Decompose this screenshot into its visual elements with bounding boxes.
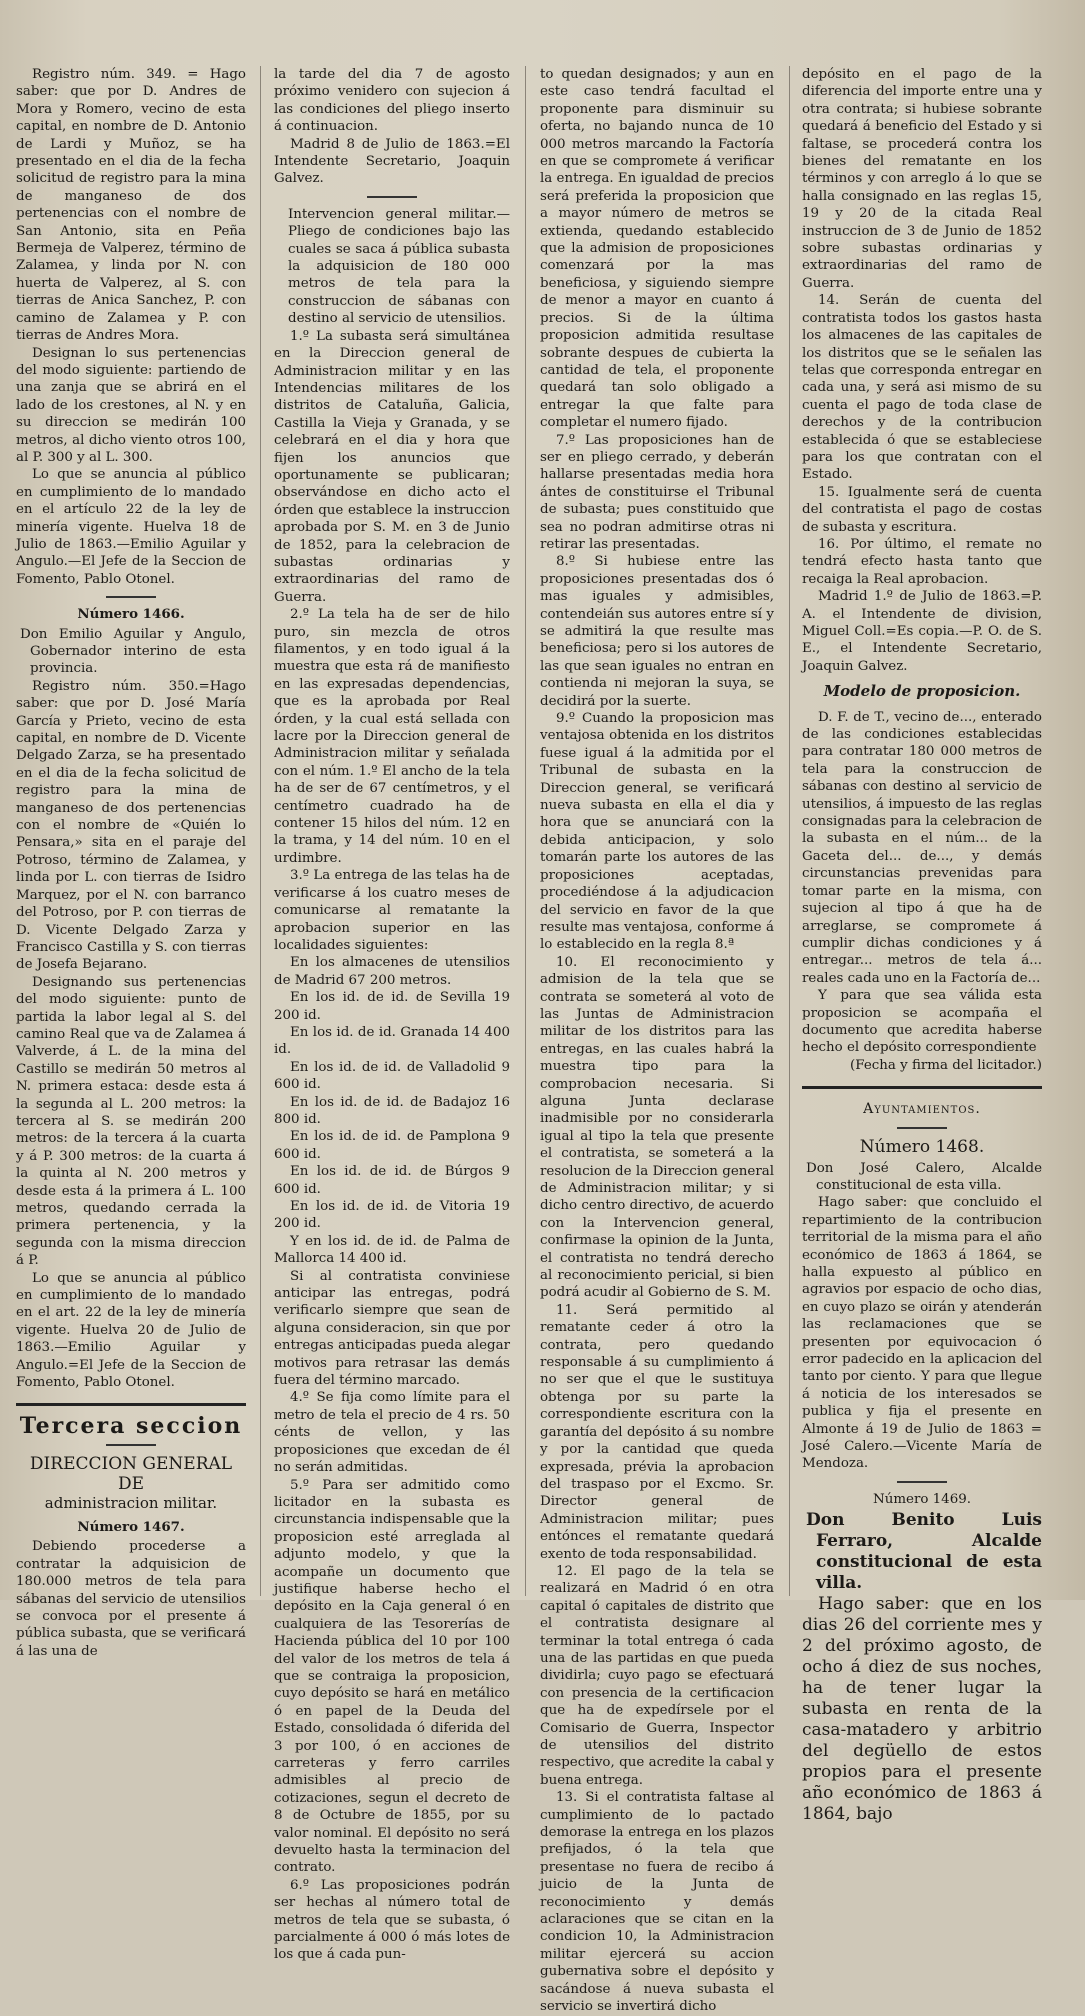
separator <box>897 1481 947 1483</box>
condition-paragraph: 15. Igualmente será de cuenta del contratista el pago de costas de subasta y escritura. <box>802 484 1042 535</box>
condition-paragraph: 2.º La tela ha de ser de hilo puro, sin mezcla de otros filamentos, y en todo igual á la muestra que esta rá de manifiesto en las expresadas dependencias, que es la aprobada por Real órden, y la cual está sellada con lacre por la Direccion general de Administracion militar y señalada con el núm. 1.º El ancho de la tela ha de ser de 67 centímetros, y el centímetro cuadrado ha de contener 15 hilos del núm. 12 en la trama, y 14 del núm. 10 en el urdimbre. <box>274 607 510 866</box>
column-4 <box>802 66 1042 1825</box>
delivery-item: En los id. de id. de Sevilla 19 200 id. <box>274 990 510 1023</box>
delivery-item: En los id. de id. de Valladolid 9 600 id. <box>274 1059 510 1093</box>
condition-paragraph: 9.º Cuando la proposicion mas ventajosa obtenida en los distritos fuese igual á la admitida por el Tribunal de subasta en la Direccion general, se verificará nueva subasta en ella el dia y hora que se anunciará con la debida anticipacion, y solo tomarán parte los autores de las proposiciones aceptadas, procediéndose á la adjudicacion del servicio en favor de la que resulte mas ventajosa, conforme á lo establecido en la regla 8.ª <box>540 711 774 953</box>
signature-line: Madrid 1.º de Julio de 1863.=P. A. el Intendente de division, Miguel Coll.=Es copia.—P. O. de S. E., el Intendente Secretario, Joaquin Galvez. <box>802 589 1042 674</box>
delivery-item: En los id. de id. Granada 14 400 id. <box>274 1024 510 1058</box>
column-1 <box>16 66 246 1659</box>
ayuntamientos-heading: Ayuntamientos. <box>863 1101 981 1118</box>
delivery-item: En los id. de id. de Vitoria 19 200 id. <box>274 1199 510 1232</box>
column-3 <box>540 66 774 2015</box>
condition-paragraph: 11. Será permitido al rematante ceder á otro la contrata, pero quedando responsable á su cumplimiento á no ser que el que le sustituya obtenga por su parte la correspondiente escritura con la garantía del depósito á su nombre y por la cantidad que queda expresada, prévia la aprobacion del traspaso por el Excmo. Sr. Director general de Administracion militar; pues entónces el rematante quedará exento de toda responsabilidad. <box>540 1302 774 1562</box>
condition-paragraph: depósito en el pago de la diferencia del importe entre una y otra contrata; si hubiese sobrante quedará á beneficio del Estado y si faltase, se procederá contra los bienes del rematante en los términos y con arreglo á lo que se halla consignado en las reglas 15, 19 y 20 de la citada Real instruccion de 3 de Junio de 1852 sobre subastas ordinarias y extraordinarias del ramo de Guerra. <box>802 67 1042 291</box>
section-rule <box>802 1086 1042 1089</box>
subasta-intro: Debiendo procederse a contratar la adquisicion de 180.000 metros de tela para sábanas del servicio de utensilios se convoca por el presente á pública subasta, que se verificará á las una de <box>16 1539 246 1659</box>
model-heading: Modelo de proposicion. <box>823 682 1021 701</box>
delivery-item: En los id. de id. de Búrgos 9 600 id. <box>274 1164 510 1197</box>
column-rule <box>525 66 526 1596</box>
governor-heading: Don Emilio Aguilar y Angulo, Gobernador interino de esta provincia. <box>20 626 246 677</box>
notice-text: Hago saber: que concluido el repartimiento de la contribucion territorial de la misma para el año económico de 1863 á 1864, se halla expuesto al público en agravios por espacio de ocho dias, en cuyo plazo se oirán y atenderán las reclamaciones que se presenten por equivocacion ó error padecido en la aplicacion del tanto por ciento. Y para que llegue á noticia de los interesados se publica y fija el presente en Almonte á 19 de Julio de 1863 = José Calero.—Vicente María de Mendoza. <box>802 1195 1042 1472</box>
condition-paragraph: Si al contratista conviniese anticipar las entregas, podrá verificarlo siempre que sean de alguna consideracion, sin que por entregas anticipadas pueda alegar motivos para retrasar las demás fuera del término marcado. <box>274 1268 510 1389</box>
delivery-item: En los id. de id. de Badajoz 16 800 id. <box>274 1094 510 1127</box>
signature-note: (Fecha y firma del licitador.) <box>850 1057 1042 1073</box>
delivery-item: En los almacenes de utensilios de Madrid 67 200 metros. <box>274 955 510 988</box>
column-rule <box>789 66 790 1596</box>
condition-paragraph: 8.º Si hubiese entre las proposiciones presentadas dos ó mas iguales y admisibles, contendeián sus autores entre sí y se admitirá la que resulte mas beneficiosa; pero si los autores de las que sean iguales no entran en contienda ni mejoran la suya, se decidirá por la suerte. <box>540 554 774 709</box>
registry-350-text: Registro núm. 350.=Hago saber: que por D. José María García y Prieto, vecino de esta capital, en nombre de D. Vicente Delgado Zarza, se ha presentado en el dia de la fecha solicitud de registro para la mina de manganeso de dos pertenencias con el nombre de «Quién lo Pensara,» sita en el paraje del Potroso, término de Zalamea, y linda por L. con tierras de Isidro Marquez, por el N. con barranco del Potroso, por P. con tierras de D. Vicente Delgado Zarza y Francisco Castilla y S. con tierras de Josefa Bejarano. <box>16 678 246 973</box>
registry-349-text: Designan lo sus pertenencias del modo siguiente: partiendo de una zanja que se abrirá en el lado de los crestones, al N. y en su direccion se medirán 100 metros, al dicho viento otros 100, al P. 300 y al L. 300. <box>16 345 246 465</box>
separator <box>367 196 417 198</box>
directorate-subtitle: administracion militar. <box>44 1493 218 1512</box>
separator <box>897 1127 947 1129</box>
condition-paragraph: 16. Por último, el remate no tendrá efecto hasta tanto que recaiga la Real aprobacion. <box>802 536 1042 587</box>
notice-text: Hago saber: que en los dias 26 del corriente mes y 2 del próximo agosto, de ocho á diez de sus noches, ha de tener lugar la subasta en renta de la casa-matadero y arbitrio del degüello de estos propios para el presente año económico de 1863 á 1864, bajo <box>802 1594 1042 1825</box>
registry-350-text: Lo que se anuncia al público en cumplimiento de lo mandado en el art. 22 de la ley de minería vigente. Huelva 20 de Julio de 1863.—Emilio Aguilar y Angulo.=El Jefe de la Seccion de Fomento, Pablo Otonel. <box>16 1270 246 1391</box>
condition-paragraph: 13. Si el contratista faltase al cumplimiento de lo pactado demorase la entrega en los plazos prefijados, ó la tela que presentase no fuera de recibo á juicio de la Junta de reconocimiento y demás aclaraciones que se citan en la condicion 10, la Administracion militar ejercerá su accion gubernativa sobre el depósito y sacándose á nueva subasta el servicio se invertirá dicho <box>540 1790 774 2015</box>
separator <box>106 1444 156 1446</box>
notice-number: Número 1466. <box>77 606 185 623</box>
delivery-item: En los id. de id. de Pamplona 9 600 id. <box>274 1129 510 1162</box>
pliego-title: Intervencion general militar.—Pliego de condiciones bajo las cuales se saca á pública subasta la adquisicion de 180 000 metros de tela para la construccion de sábanas con destino al servicio de utensilios. <box>288 206 510 327</box>
intro-continuation: la tarde del dia 7 de agosto próximo venidero con sujecion á las condiciones del pliego inserto á continuacion. <box>274 67 510 135</box>
section-title: Tercera seccion <box>19 1413 243 1440</box>
signature-line: Madrid 8 de Julio de 1863.=El Intendente Secretario, Joaquin Galvez. <box>274 136 510 187</box>
registry-349-text: Registro núm. 349. = Hago saber: que por D. Andres de Mora y Romero, vecino de esta capital, en nombre de D. Antonio de Lardi y Muñoz, se ha presentado en el dia de la fecha solicitud de registro para la mina de manganeso de dos pertenencias con el nombre de San Antonio, sita en Peña Bermeja de Valperez, término de Zalamea, y linda por N. con huerta de Valperez, al S. con tierras de Anica Sanchez, P. con camino de Zalamea y P. con tierras de Andres Mora. <box>16 67 246 344</box>
condition-paragraph: to quedan designados; y aun en este caso tendrá facultad el proponente para disminuir su oferta, no bajando nunca de 10 000 metros marcando la Factoría en que se compromete á verificar la entrega. En igualdad de precios será preferida la proposicion que a mayor número de metros se extienda, quedando establecido que la admision de proposiciones comenzará por la mas beneficiosa, y siguiendo siempre de menor a mayor en cuanto á precios. Si de la última proposicion admitida resultase sobrante despues de cubierta la cantidad de tela, el proponente quedará tan solo obligado a entregar la que falte para completar el numero fijado. <box>540 67 774 431</box>
directorate-title: DIRECCION GENERAL DE <box>29 1453 233 1494</box>
notice-number: Número 1467. <box>77 1518 185 1535</box>
model-paragraph: D. F. de T., vecino de..., enterado de las condiciones establecidas para contratar 180 000 metros de tela para la construccion de sábanas con destino al servicio de utensilios, á impuesto de las reglas consignadas para la celebracion de la subasta en el núm... de la Gaceta del... de..., y demás circunstancias prevenidas para tomar parte en la misma, con sujecion al tipo á que ha de arreglarse, se compromete á cumplir dichas condiciones y á entregar... metros de tela á... reales cada uno en la Factoría de... <box>802 709 1042 986</box>
condition-paragraph: 3.º La entrega de las telas ha de verificarse á los cuatro meses de comunicarse al rematante la aprobacion superior en las localidades siguientes: <box>274 868 510 953</box>
alcalde-heading: Don Benito Luis Ferraro, Alcalde constitucional de esta villa. <box>806 1510 1042 1594</box>
condition-paragraph: 1.º La subasta será simultánea en la Direccion general de Administracion militar y en las Intendencias militares de los distritos de Cataluña, Galicia, Castilla la Vieja y Granada, y se celebrará en el dia y hora que fijen los anuncios que oportunamente se publicaran; observándose en dicho acto el órden que establece la instruccion aprobada por S. M. en 3 de Junio de 1852, para la celebracion de subastas ordinarias y extraordinarias del ramo de Guerra. <box>274 328 510 605</box>
separator <box>106 596 156 598</box>
condition-paragraph: 7.º Las proposiciones han de ser en pliego cerrado, y deberán hallarse presentadas media hora ántes de constituirse el Tribunal de subasta; pues constituido que sea no podran admitirse otras ni retirar las presentadas. <box>540 432 774 552</box>
condition-paragraph: 6.º Las proposiciones podrán ser hechas al número total de metros de tela que se subasta, ó parcialmente á 000 ó más lotes de los que á cada pun- <box>274 1877 510 1963</box>
alcalde-heading: Don José Calero, Alcalde constitucional de esta villa. <box>806 1160 1042 1193</box>
column-rule <box>260 66 261 1596</box>
notice-number: Número 1469. <box>872 1491 972 1507</box>
model-paragraph: Y para que sea válida esta proposicion se acompaña el documento que acredita haberse hecho el depósito correspondiente <box>802 988 1042 1056</box>
condition-paragraph: 12. El pago de la tela se realizará en Madrid ó en otra capital ó capitales de distrito que el contratista designare al terminar la total entrega ó cada una de las partidas en que pueda dividirla; cuyo pago se efectuará con presencia de la certificacion que ha de expedírsele por el Comisario de Guerra, Inspector de utensilios del distrito respectivo, que acredite la cabal y buena entrega. <box>540 1563 774 1788</box>
notice-number: Número 1468. <box>859 1136 985 1157</box>
section-rule <box>16 1403 246 1406</box>
condition-paragraph: 14. Serán de cuenta del contratista todos los gastos hasta los almacenes de las capitales de los distritos que se le señalen las telas que corresponda entregar en cada una, y será asi mismo de su cuenta el pago de toda clase de derechos y de la contribucion establecida ó que se estableciese para los que contratan con el Estado. <box>802 293 1042 483</box>
registry-349-text: Lo que se anuncia al público en cumplimiento de lo mandado en el artículo 22 de la ley de minería vigente. Huelva 18 de Julio de 1863.—Emilio Aguilar y Angulo.—El Jefe de la Seccion de Fomento, Pablo Otonel. <box>16 467 246 587</box>
condition-paragraph: 5.º Para ser admitido como licitador en la subasta es circunstancia indispensable que la proposicion esté arreglada al adjunto modelo, y que la acompañe un documento que justifique haberse hecho el depósito en la Caja general ó en cualquiera de las Tesorerías de Hacienda pública del 10 por 100 del valor de los metros de tela á que se contraiga la proposicion, cuyo depósito se hará en metálico ó en papel de la Deuda del Estado, consolidada ó diferida del 3 por 100, ó en acciones de carreteras y ferro carriles admisibles al precio de cotizaciones, segun el decreto de 8 de Octubre de 1855, por su valor nominal. El depósito no será devuelto hasta la terminacion del contrato. <box>274 1477 510 1876</box>
registry-350-text: Designando sus pertenencias del modo siguiente: punto de partida la labor legal al S. del camino Real que va de Zalamea á Valverde, á L. de la mina del Castillo se medirán 50 metros al N. primera estaca: desde esta á la segunda al L. 200 metros: la tercera al S. se medirán 200 metros: de la tercera á la cuarta y á P. 300 metros: de la cuarta á la quinta al N. 200 metros y desde esta á la primera á L. 100 metros, quedando cerrada la primera pertenencia, y la segunda con la misma direccion á P. <box>16 974 246 1269</box>
column-2 <box>274 66 510 1963</box>
delivery-item: Y en los id. de id. de Palma de Mallorca 14 400 id. <box>274 1233 510 1267</box>
condition-paragraph: 10. El reconocimiento y admision de la tela que se contrata se someterá al voto de las Juntas de Administracion militar de los distritos para las entregas, en las cuales habrá la muestra tipo para la comprobacion necesaria. Si alguna Junta declarase inadmisible por no considerarla igual al tipo la tela que presente el contratista, se someterá a la resolucion de la Direccion general de Administracion militar; y si dicho centro directivo, de acuerdo con la Intervencion general, confirmase la opinion de la Junta, el contratista no tendrá derecho al reconocimiento pericial, si bien podrá acudir al Gobierno de S. M. <box>540 954 774 1301</box>
condition-paragraph: 4.º Se fija como límite para el metro de tela el precio de 4 rs. 50 cénts de vellon, y las proposiciones que excedan de él no serán admitidas. <box>274 1390 510 1476</box>
